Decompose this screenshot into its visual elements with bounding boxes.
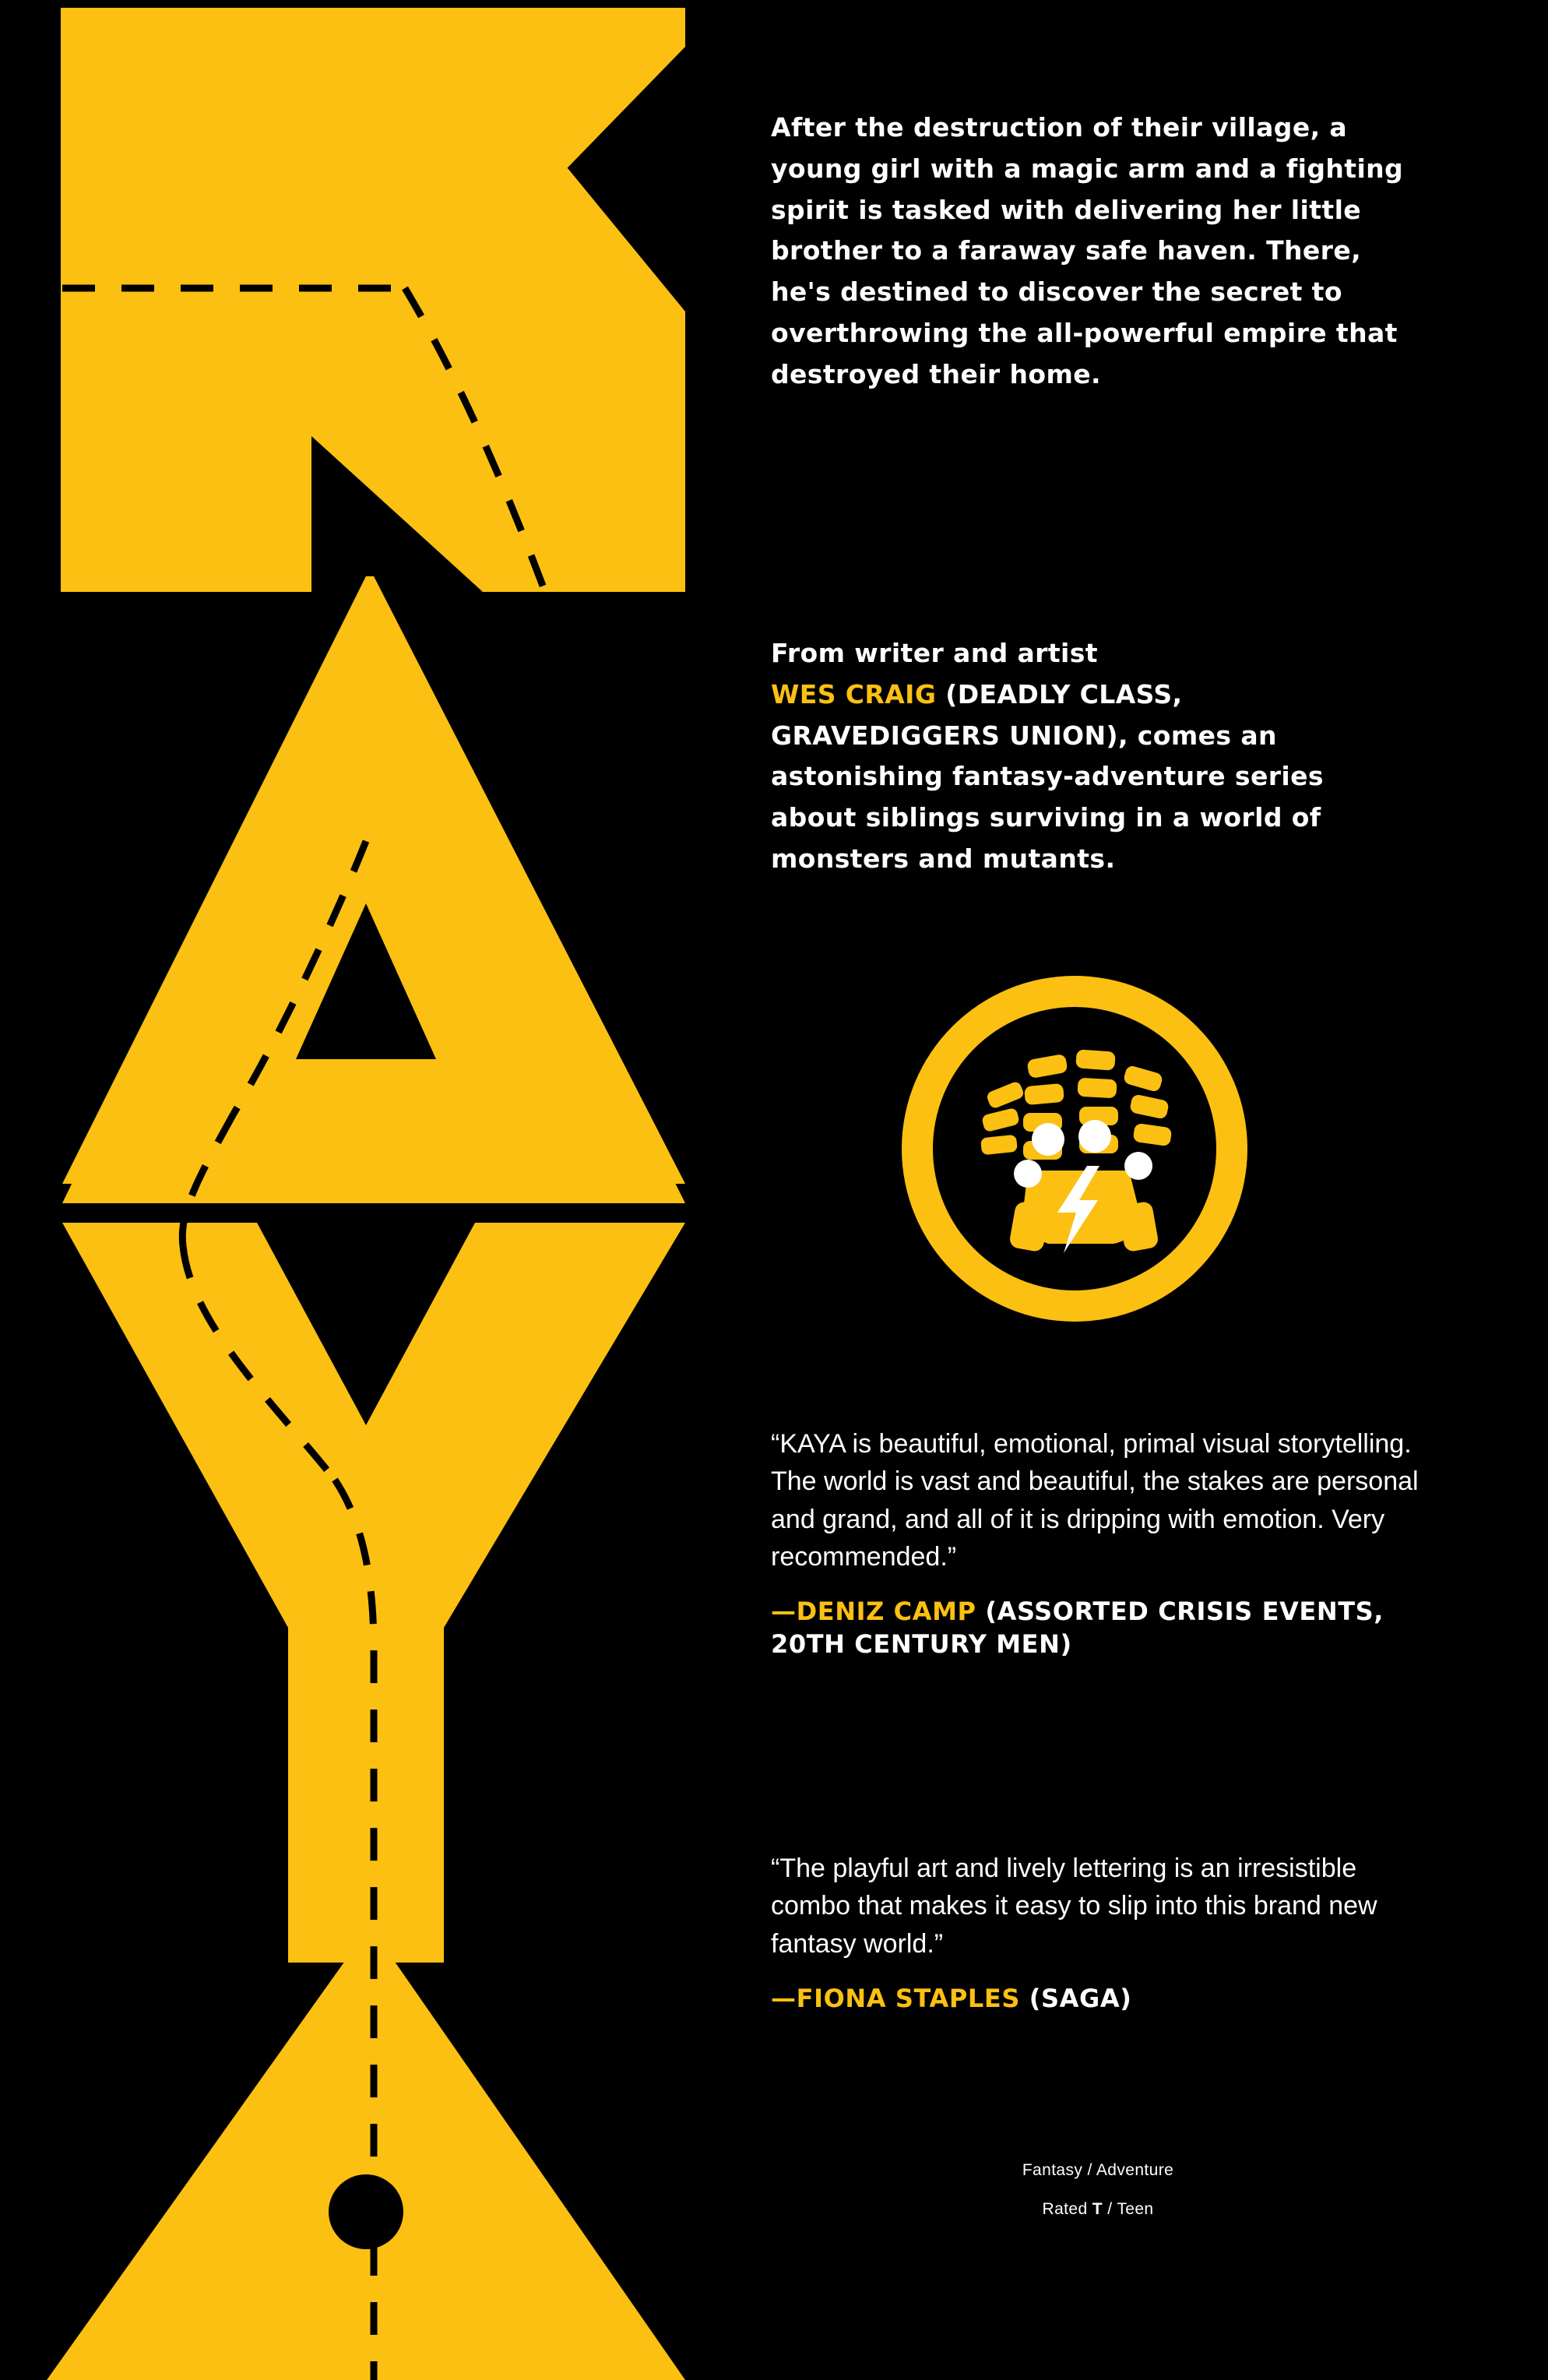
quote-works: (ASSORTED CRISIS EVENTS, 20TH CENTURY MEN) <box>771 1597 1384 1659</box>
quote-text: “KAYA is beautiful, emotional, primal visual storytelling. The world is vast and beautiful, the stakes are personal and grand, and all of it is dripping with emotion. Very recommended.” <box>771 1429 1419 1572</box>
rating-suffix: / Teen <box>1103 2200 1154 2218</box>
quote-block <box>771 1850 1425 2015</box>
rating-letter: T <box>1092 2200 1103 2218</box>
quote-text: “The playful art and lively lettering is an irresistible combo that makes it easy to slip into this brand new fantasy world.” <box>771 1854 1377 1959</box>
quote-works: (SAGA) <box>1019 1983 1132 2013</box>
title-letter-k <box>61 8 685 592</box>
footer <box>771 2161 1425 2219</box>
title-letter-a-2 <box>47 1931 685 2380</box>
creator-lead: From writer and artist <box>771 638 1098 668</box>
creator-credits: (DEADLY CLASS, GRAVEDIGGERS UNION), comes an astonishing fantasy-adventure series about siblings surviving in a world of monsters and mutants. <box>771 678 1324 874</box>
rating-prefix: Rated <box>1042 2200 1092 2218</box>
title-letter-a-1 <box>62 576 685 1203</box>
quote-block <box>771 1425 1425 1660</box>
quote-author: DENIZ CAMP <box>796 1597 976 1627</box>
genre-label: Fantasy / Adventure <box>1022 2161 1174 2179</box>
quote-attribution <box>771 1983 1425 2016</box>
creator-name: WES CRAIG <box>771 678 937 709</box>
quote-dash: — <box>771 1597 797 1627</box>
quote-attribution <box>771 1596 1425 1660</box>
content-column <box>771 0 1456 2380</box>
quote-dash: — <box>771 1983 797 2013</box>
synopsis-text: After the destruction of their village, a young girl with a magic arm and a fighting spirit is tasked with delivering her little brother to a faraway safe haven. There, he's destined to discover the secret to overthrowing the all-powerful empire that destroyed their home. <box>771 112 1404 389</box>
rating-label <box>771 2200 1425 2219</box>
kaya-magic-arm-badge-icon <box>895 970 1254 1328</box>
quote-author: FIONA STAPLES <box>796 1983 1020 2013</box>
creator-credit <box>771 633 1417 880</box>
title-artwork <box>0 0 701 2380</box>
